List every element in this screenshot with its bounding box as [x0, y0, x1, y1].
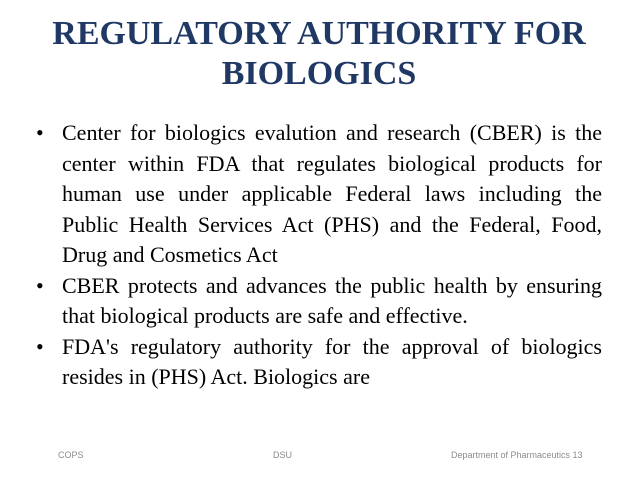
- slide-title-line-1: REGULATORY AUTHORITY FOR: [52, 15, 586, 52]
- bullet-list: [36, 118, 602, 393]
- slide-title-line-2: BIOLOGICS: [221, 55, 417, 92]
- bullet-item-fda-authority: [36, 332, 602, 393]
- bullet-text: Center for biologics evalution and research (CBER) is the center within FDA that regulates biological products for human use under applicable Federal laws including the Public Health Services Act (PHS) and the Federal, Food, Drug and Cosmetics Act: [62, 120, 602, 267]
- bullet-item-cber-mission: [36, 271, 602, 332]
- footer-center: DSU: [273, 450, 293, 460]
- bullet-text: FDA's regulatory authority for the approval of biologics resides in (PHS) Act. Biologics are: [62, 333, 602, 389]
- footer-left: COPS: [58, 450, 84, 460]
- bullet-dot: •: [36, 120, 44, 145]
- bullet-text: CBER protects and advances the public health by ensuring that biological products are safe and effective.: [62, 272, 602, 328]
- slide-title: [30, 14, 608, 94]
- bullet-dot: •: [36, 272, 44, 298]
- bullet-dot: •: [36, 333, 44, 359]
- footer-right: Department of Pharmaceutics 13: [451, 450, 583, 460]
- bullet-item-cber-definition: [36, 118, 602, 271]
